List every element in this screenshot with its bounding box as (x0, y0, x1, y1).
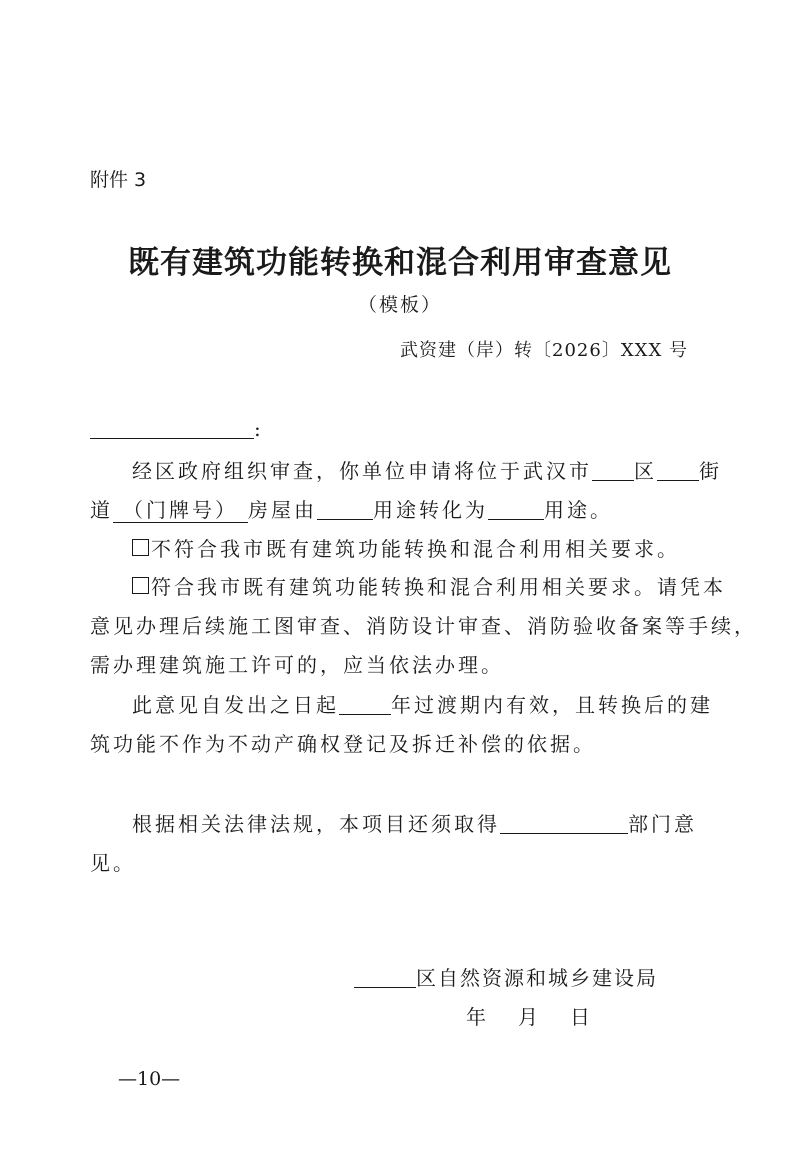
option-2-line-3: 需办理建筑施工许可的，应当依法办理。 (90, 653, 504, 677)
p5-text-a: 根据相关法律法规，本项目还须取得 (132, 812, 500, 836)
p1-text-a: 经区政府组织审查，你单位申请将位于武汉市 (132, 459, 592, 483)
paragraph-1-line-2 (90, 494, 613, 523)
addressee-colon: : (254, 417, 264, 441)
paragraph-4-line-2: 筑功能不作为不动产确权登记及拆迁补偿的依据。 (90, 732, 596, 756)
paragraph-5-line-1 (132, 808, 697, 837)
paragraph-4-line-1 (132, 689, 713, 718)
p1-text-d: 道 (90, 498, 113, 522)
door-number-blank[interactable]: （门牌号） (113, 498, 248, 523)
p1-text-f: 用途转化为 (373, 498, 488, 522)
street-blank[interactable] (657, 458, 699, 481)
p1-text-c: 街 (699, 459, 722, 483)
option-1-line (132, 533, 680, 562)
p5-text-b: 部门意 (628, 812, 697, 836)
signature-line (354, 962, 658, 991)
p1-text-b: 区 (634, 459, 657, 483)
option-2-checkbox[interactable] (132, 577, 149, 594)
date-line (466, 1001, 590, 1030)
signature-district-blank[interactable] (354, 965, 416, 988)
option-2-line-1 (132, 571, 726, 600)
p1-text-g: 用途。 (544, 498, 613, 522)
option-1-text: 不符合我市既有建筑功能转换和混合利用相关要求。 (151, 537, 680, 561)
date-day: 日 (570, 1005, 590, 1029)
p1-text-e: 房屋由 (248, 498, 317, 522)
p4-text-b: 年过渡期内有效，且转换后的建 (391, 693, 713, 717)
option-1-checkbox[interactable] (132, 539, 149, 556)
district-blank[interactable] (592, 458, 634, 481)
addressee-blank[interactable] (90, 416, 254, 439)
original-use-blank[interactable] (317, 497, 373, 520)
document-number: 武资建（岸）转〔2026〕XXX 号 (400, 340, 688, 361)
signature-authority: 区自然资源和城乡建设局 (416, 966, 658, 990)
transition-years-blank[interactable] (339, 692, 391, 715)
paragraph-5-line-2: 见。 (90, 851, 136, 875)
option-2-line-2: 意见办理后续施工图审查、消防设计审查、消防验收备案等手续， (90, 614, 757, 638)
new-use-blank[interactable] (488, 497, 544, 520)
date-year: 年 (466, 1005, 486, 1029)
document-title: 既有建筑功能转换和混合利用审查意见 (128, 245, 672, 281)
document-subtitle: （模板） (357, 294, 442, 316)
date-month: 月 (518, 1005, 538, 1029)
paragraph-1-line-1 (132, 455, 722, 484)
page-number: —10— (118, 1068, 181, 1090)
addressee-line (90, 416, 264, 441)
attachment-label: 附件 3 (90, 169, 147, 191)
p4-text-a: 此意见自发出之日起 (132, 693, 339, 717)
option-2-text-1: 符合我市既有建筑功能转换和混合利用相关要求。请凭本 (151, 575, 726, 599)
department-blank[interactable] (500, 811, 628, 834)
